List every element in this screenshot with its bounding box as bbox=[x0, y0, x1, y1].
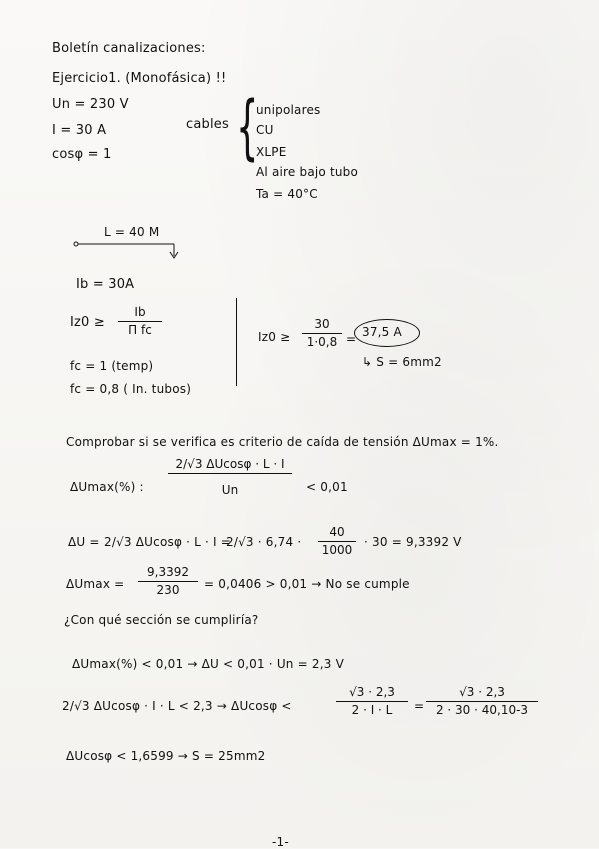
iz-num: Ib bbox=[134, 305, 146, 319]
dumax-rhs: < 0,01 bbox=[306, 480, 348, 494]
iz-lhs: Iz0 ≥ bbox=[70, 315, 105, 330]
ib-value: Ib = 30A bbox=[76, 277, 135, 292]
length-label: L = 40 M bbox=[104, 225, 160, 239]
iz2-den: 1·0,8 bbox=[306, 335, 338, 350]
cable-prop-2: CU bbox=[256, 123, 274, 137]
cond2-eq: = bbox=[414, 699, 425, 713]
condition-2-lhs: 2/√3 ΔUcosφ · I · L < 2,3 → ΔUcosφ < bbox=[62, 699, 292, 713]
cable-prop-1: unipolares bbox=[256, 103, 321, 117]
cable-prop-3: XLPE bbox=[256, 145, 287, 159]
dmax-rhs: = 0,0406 > 0,01 → No se cumple bbox=[204, 577, 410, 591]
cond2-num1: √3 · 2,3 bbox=[349, 685, 395, 699]
du-expr: 2/√3 ΔUcosφ · L · I = bbox=[104, 535, 232, 549]
iz-fraction bbox=[118, 306, 162, 337]
cond2-den1: 2 · I · L bbox=[351, 703, 393, 718]
section-question: ¿Con qué sección se cumpliría? bbox=[64, 613, 259, 627]
section-result: ↳ S = 6mm2 bbox=[362, 355, 442, 369]
cond2-fraction-2 bbox=[426, 686, 538, 717]
final-result: ΔUcosφ < 1,6599 → S = 25mm2 bbox=[66, 749, 266, 763]
dumax-den: Un bbox=[221, 483, 239, 498]
given-un: Un = 230 V bbox=[52, 97, 129, 112]
cable-prop-4: Al aire bajo tubo bbox=[256, 165, 359, 179]
du-mid: 2/√3 · 6,74 · bbox=[226, 535, 302, 549]
given-cos: cosφ = 1 bbox=[52, 147, 112, 162]
du-fraction bbox=[318, 526, 356, 557]
iz2-fraction bbox=[302, 318, 342, 349]
given-i: I = 30 A bbox=[52, 123, 107, 138]
check-heading: Comprobar si se verifica es criterio de caída de tensión ΔUmax = 1%. bbox=[66, 435, 499, 449]
du-frac-num: 40 bbox=[329, 525, 345, 539]
cables-label: cables bbox=[186, 117, 229, 132]
dumax-num: 2/√3 ΔUcosφ · L · I bbox=[175, 457, 285, 471]
separator-line bbox=[236, 298, 237, 386]
cable-prop-5: Ta = 40°C bbox=[256, 187, 318, 201]
line-diagram bbox=[70, 234, 190, 262]
brace-icon: { bbox=[236, 86, 259, 168]
iz2-lhs: Iz0 ≥ bbox=[258, 330, 291, 344]
dmax-lhs: ΔUmax = bbox=[66, 577, 125, 591]
page-number: -1- bbox=[272, 835, 289, 849]
fc-tubes: fc = 0,8 ( In. tubos) bbox=[70, 382, 192, 396]
dumax-lhs: ΔUmax(%) : bbox=[70, 480, 144, 494]
dmax-den: 230 bbox=[156, 583, 180, 598]
page-title: Boletín canalizaciones: bbox=[52, 41, 206, 56]
iz-den: Π fc bbox=[128, 323, 152, 338]
du-frac-den: 1000 bbox=[321, 543, 353, 558]
iz2-num: 30 bbox=[314, 317, 330, 331]
dumax-fraction bbox=[168, 458, 292, 497]
du-end: · 30 = 9,3392 V bbox=[364, 535, 462, 549]
iz-result: 37,5 A bbox=[362, 325, 402, 339]
cond2-fraction-1 bbox=[336, 686, 408, 717]
fc-temp: fc = 1 (temp) bbox=[70, 359, 154, 373]
cond2-num2: √3 · 2,3 bbox=[459, 685, 505, 699]
du-lhs: ΔU = bbox=[68, 535, 100, 549]
condition-1: ΔUmax(%) < 0,01 → ΔU < 0,01 · Un = 2,3 V bbox=[72, 657, 345, 671]
cond2-den2: 2 · 30 · 40,10-3 bbox=[435, 703, 529, 718]
dmax-num: 9,3392 bbox=[147, 565, 189, 579]
dmax-fraction bbox=[138, 566, 198, 597]
exercise-title: Ejercicio1. (Monofásica) !! bbox=[52, 71, 227, 86]
iz2-eq: = bbox=[346, 332, 357, 346]
